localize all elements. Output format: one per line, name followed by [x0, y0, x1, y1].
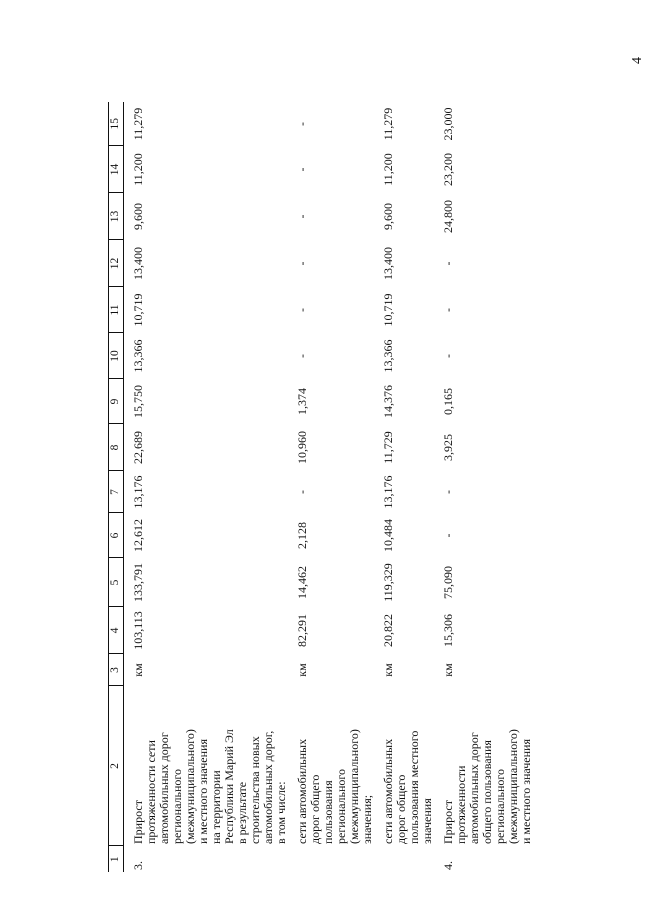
- indicator-table: [108, 102, 533, 872]
- value-cell: 11,279: [381, 107, 395, 141]
- value-cell: -: [295, 354, 309, 358]
- table-row: [382, 102, 434, 872]
- description-line: дорог общего: [308, 774, 322, 844]
- value-cell: 13,400: [381, 247, 395, 280]
- value-cell: 75,090: [441, 566, 455, 599]
- description-line: пользования: [321, 780, 335, 844]
- description-line: регионального: [334, 768, 348, 844]
- value-cell: 11,200: [381, 153, 395, 186]
- unit-cell: км: [131, 663, 145, 677]
- description-line: общего пользования: [480, 740, 494, 844]
- description-line: протяженности: [454, 765, 468, 844]
- description-line: автомобильных дорог: [157, 732, 171, 844]
- header-cell: 2: [109, 686, 124, 846]
- header-cell: 7: [109, 471, 124, 513]
- description-line: в том числе:: [274, 781, 288, 844]
- value-cell: 24,800: [441, 200, 455, 233]
- description-line: и местного значения: [519, 739, 533, 844]
- value-cell: -: [441, 490, 455, 494]
- row-description: [382, 686, 434, 846]
- header-cell: 15: [109, 102, 124, 146]
- header-cell: 10: [109, 333, 124, 379]
- value-cell: -: [295, 308, 309, 312]
- description-line: (межмуниципального): [506, 729, 520, 844]
- description-line: протяженности сети: [144, 740, 158, 844]
- value-cell: 3,925: [441, 434, 455, 461]
- value-cell: 10,719: [131, 293, 145, 327]
- table-row: [296, 102, 374, 872]
- description-line: сети автомобильных: [295, 738, 309, 844]
- description-line: Прирост: [131, 800, 145, 844]
- value-cell: 82,291: [295, 614, 309, 647]
- header-cell: 12: [109, 240, 124, 287]
- description-line: на территории: [209, 770, 223, 844]
- row-number: [382, 846, 434, 872]
- value-cell: 119,329: [381, 563, 395, 602]
- value-cell: 1,374: [295, 388, 309, 415]
- description-line: строительства новых: [248, 736, 262, 844]
- header-cell: 1: [109, 846, 124, 872]
- description-line: автомобильных дорог: [467, 732, 481, 844]
- row-number: [296, 846, 374, 872]
- value-cell: 13,176: [131, 475, 145, 509]
- value-cell: 0,165: [441, 388, 455, 415]
- value-cell: 14,462: [295, 566, 309, 599]
- description-line: значения;: [360, 794, 374, 844]
- header-cell: 5: [109, 558, 124, 607]
- value-cell: 13,400: [131, 247, 145, 280]
- header-cell: 11: [109, 287, 124, 333]
- row-description: [132, 686, 288, 846]
- description-line: Республики Марий Эл: [222, 729, 236, 844]
- description-line: регионального: [170, 768, 184, 844]
- value-cell: 23,200: [441, 153, 455, 186]
- value-cell: 20,822: [381, 614, 395, 647]
- value-cell: 23,000: [441, 107, 455, 141]
- description-line: в результате: [235, 781, 249, 844]
- value-cell: -: [295, 122, 309, 126]
- value-cell: -: [441, 354, 455, 358]
- value-cell: 103,113: [131, 611, 145, 650]
- row-number: 3.: [131, 861, 145, 870]
- value-cell: 22,689: [131, 431, 145, 464]
- value-cell: -: [441, 261, 455, 266]
- value-cell: 12,612: [131, 519, 145, 552]
- description-line: Прирост: [441, 800, 455, 844]
- description-line: (межмуниципального): [347, 729, 361, 844]
- page-number: 4: [630, 57, 645, 64]
- table-header-row: [109, 102, 124, 872]
- row-number: 4.: [441, 861, 455, 870]
- value-cell: -: [441, 308, 455, 312]
- value-cell: 14,376: [381, 385, 395, 418]
- unit-cell: км: [441, 663, 455, 677]
- description-line: пользования местного: [407, 730, 421, 844]
- value-cell: 13,366: [381, 339, 395, 373]
- description-line: дорог общего: [394, 774, 408, 844]
- value-cell: -: [295, 490, 309, 494]
- value-cell: 15,750: [131, 385, 145, 418]
- value-cell: 13,366: [131, 339, 145, 373]
- header-cell: 9: [109, 379, 124, 424]
- value-cell: 11,729: [381, 431, 395, 464]
- description-line: и местного значения: [196, 739, 210, 844]
- description-line: регионального: [493, 768, 507, 844]
- row-description: [296, 686, 374, 846]
- value-cell: 11,200: [131, 153, 145, 186]
- value-cell: 2,128: [295, 522, 309, 549]
- value-cell: 10,484: [381, 519, 395, 552]
- value-cell: 10,719: [381, 293, 395, 327]
- value-cell: 9,600: [131, 203, 145, 230]
- header-cell: 13: [109, 193, 124, 240]
- table-row: [442, 102, 533, 872]
- value-cell: 10,960: [295, 431, 309, 464]
- header-cell: 4: [109, 607, 124, 654]
- description-line: сети автомобильных: [381, 738, 395, 844]
- header-cell: 8: [109, 424, 124, 471]
- header-cell: 3: [109, 654, 124, 686]
- description-line: (межмуниципального): [183, 729, 197, 844]
- rotated-table-area: [108, 42, 645, 872]
- row-description: [442, 686, 533, 846]
- value-cell: -: [295, 261, 309, 266]
- value-cell: -: [295, 214, 309, 219]
- unit-cell: км: [295, 663, 309, 677]
- description-line: значения: [420, 798, 434, 844]
- value-cell: 11,279: [131, 107, 145, 141]
- value-cell: -: [295, 167, 309, 172]
- header-cell: 14: [109, 146, 124, 193]
- value-cell: 9,600: [381, 203, 395, 230]
- value-cell: 13,176: [381, 475, 395, 509]
- table-body: [109, 102, 534, 872]
- value-cell: 15,306: [441, 614, 455, 647]
- unit-cell: км: [381, 663, 395, 677]
- description-line: автомобильных дорог,: [261, 730, 275, 844]
- header-cell: 6: [109, 513, 124, 558]
- table-row: [132, 102, 288, 872]
- value-cell: -: [441, 533, 455, 538]
- value-cell: 133,791: [131, 563, 145, 602]
